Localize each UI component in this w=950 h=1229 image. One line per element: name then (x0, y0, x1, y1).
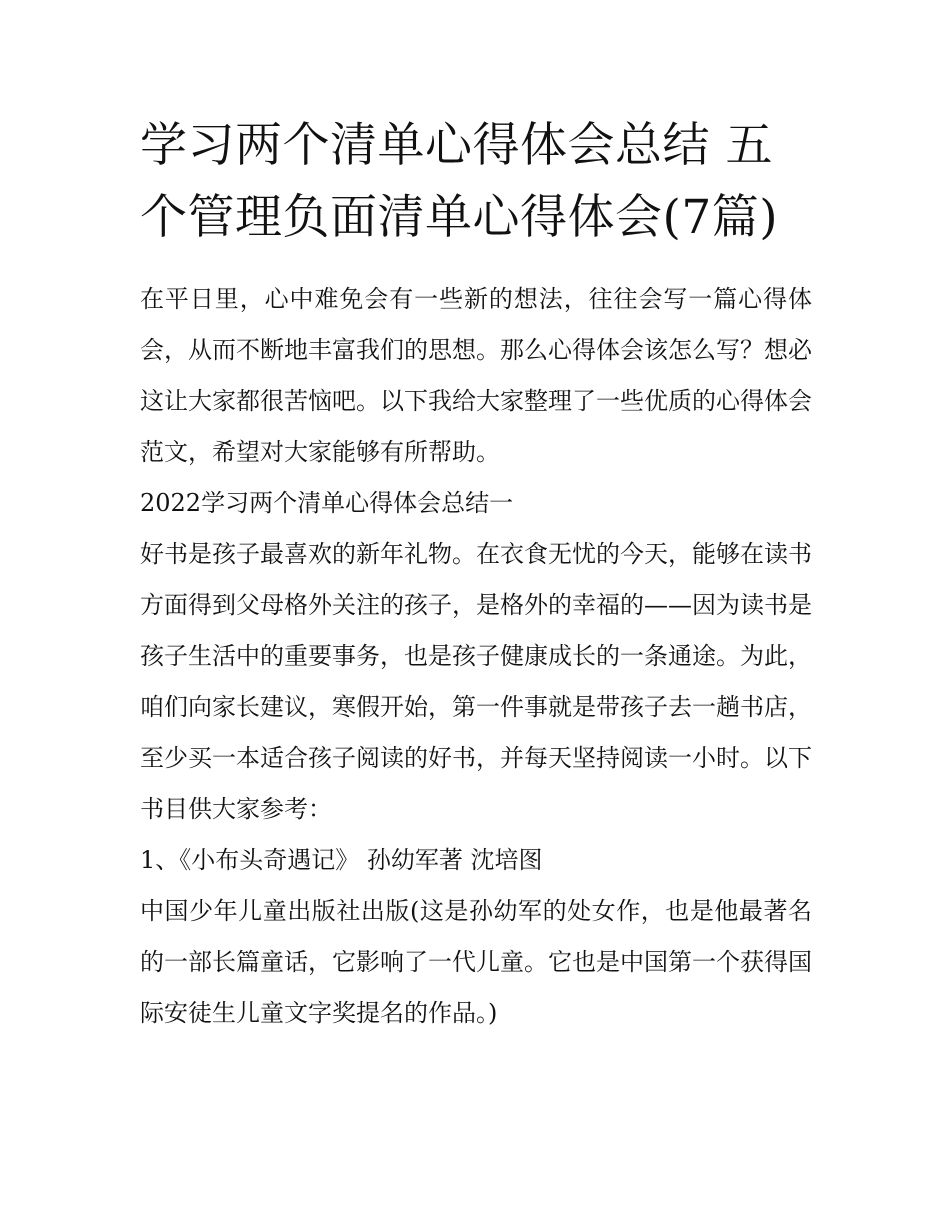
book-description-paragraph: 中国少年儿童出版社出版(这是孙幼军的处女作，也是他最著名的一部长篇童话，它影响了一代儿童。它也是中国第一个获得国际安徒生儿童文字奖提名的作品。) (140, 897, 812, 1027)
section-heading: 2022学习两个清单心得体会总结一 (140, 489, 514, 517)
document-title: 学习两个清单心得体会总结 五个管理负面清单心得体会(7篇) (140, 118, 779, 245)
book-item-heading: 1、《小布头奇遇记》 孙幼军著 沈培图 (140, 846, 543, 874)
document-page (140, 110, 812, 1039)
body-paragraph: 好书是孩子最喜欢的新年礼物。在衣食无忧的今天，能够在读书方面得到父母格外关注的孩子，是格外的幸福的——因为读书是孩子生活中的重要事务，也是孩子健康成长的一条通途。为此，咱们向家长建议，寒假开始，第一件事就是带孩子去一趟书店，至少买一本适合孩子阅读的好书，并每天坚持阅读一小时。以下书目供大家参考： (140, 540, 812, 823)
intro-paragraph: 在平日里，心中难免会有一些新的想法，往往会写一篇心得体会，从而不断地丰富我们的思想。那么心得体会该怎么写？想必这让大家都很苦恼吧。以下我给大家整理了一些优质的心得体会范文，希望对大家能够有所帮助。 (140, 285, 812, 466)
